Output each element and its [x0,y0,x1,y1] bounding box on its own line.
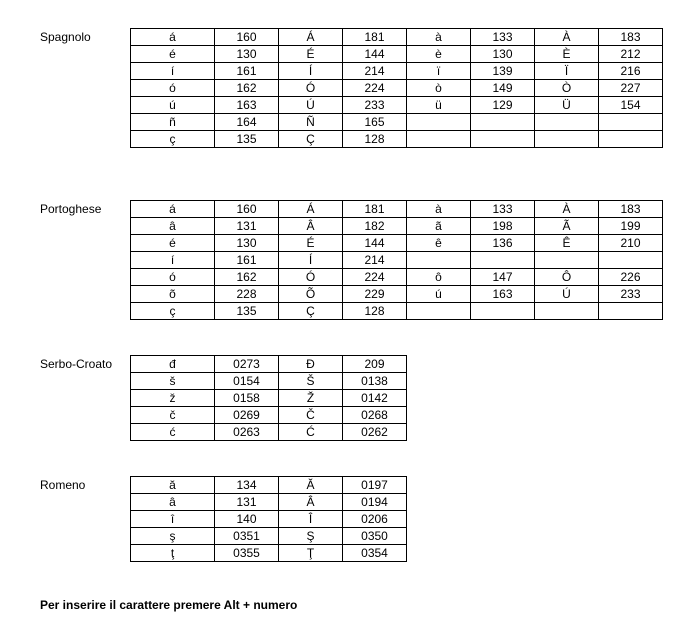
code-cell: 160 [215,201,279,218]
table-row [131,97,663,114]
character-cell: ú [131,97,215,114]
code-cell [599,131,663,148]
character-cell: Ò [535,80,599,97]
code-cell: 131 [215,494,279,511]
character-cell: ç [131,303,215,320]
code-cell: 133 [471,201,535,218]
section-label-serbo-croato: Serbo-Croato [40,357,113,371]
code-cell: 181 [343,29,407,46]
code-cell: 154 [599,97,663,114]
code-cell: 140 [215,511,279,528]
code-cell: 161 [215,252,279,269]
code-cell: 0268 [343,407,407,424]
table-row [131,63,663,80]
table-row [131,131,663,148]
code-cell: 131 [215,218,279,235]
table-row [131,286,663,303]
table-row [131,303,663,320]
character-cell: í [131,252,215,269]
code-cell: 161 [215,63,279,80]
code-cell: 0355 [215,545,279,562]
character-cell: ò [407,80,471,97]
code-cell: 135 [215,131,279,148]
character-cell: è [407,46,471,63]
character-cell: à [407,201,471,218]
code-cell [599,114,663,131]
character-cell: À [535,201,599,218]
character-cell: Č [279,407,343,424]
code-cell: 144 [343,46,407,63]
character-cell: ê [407,235,471,252]
code-cell: 128 [343,303,407,320]
romeno-table [130,476,407,562]
table-row [131,252,663,269]
character-cell [535,252,599,269]
code-cell: 233 [343,97,407,114]
character-cell: đ [131,356,215,373]
character-cell: ă [131,477,215,494]
character-cell: Í [279,252,343,269]
code-cell: 0262 [343,424,407,441]
character-cell: È [535,46,599,63]
code-cell: 162 [215,80,279,97]
character-cell: à [407,29,471,46]
character-cell [407,303,471,320]
code-cell: 0206 [343,511,407,528]
code-cell: 214 [343,63,407,80]
character-cell: č [131,407,215,424]
code-cell: 0142 [343,390,407,407]
character-cell: Ć [279,424,343,441]
character-cell: ş [131,528,215,545]
code-cell: 164 [215,114,279,131]
code-cell: 227 [599,80,663,97]
code-cell: 216 [599,63,663,80]
character-cell: í [131,63,215,80]
character-cell: Ă [279,477,343,494]
table-row [131,545,407,562]
spagnolo-table [130,28,663,148]
character-cell: Ü [535,97,599,114]
code-cell: 181 [343,201,407,218]
code-cell: 163 [471,286,535,303]
character-cell: É [279,46,343,63]
character-cell: é [131,46,215,63]
code-cell: 224 [343,80,407,97]
code-cell [471,252,535,269]
code-cell: 228 [215,286,279,303]
section-label-romeno: Romeno [40,478,86,492]
table-row [131,46,663,63]
table-row [131,269,663,286]
section-label-spagnolo: Spagnolo [40,30,91,44]
character-cell: ü [407,97,471,114]
character-cell: Á [279,201,343,218]
character-cell: ô [407,269,471,286]
character-cell: á [131,29,215,46]
portoghese-table [130,200,663,320]
code-cell: 0263 [215,424,279,441]
code-cell: 0197 [343,477,407,494]
code-cell: 214 [343,252,407,269]
character-cell: õ [131,286,215,303]
table-row [131,356,407,373]
section-label-portoghese: Portoghese [40,202,102,216]
character-cell [535,131,599,148]
character-cell [407,114,471,131]
character-cell: Î [279,511,343,528]
code-cell: 212 [599,46,663,63]
code-cell: 133 [471,29,535,46]
character-cell: â [131,494,215,511]
code-cell: 130 [215,235,279,252]
table-row [131,373,407,390]
character-cell: é [131,235,215,252]
character-cell: Â [279,494,343,511]
code-cell: 0158 [215,390,279,407]
table-row [131,235,663,252]
code-cell: 0350 [343,528,407,545]
character-cell: Â [279,218,343,235]
code-cell: 226 [599,269,663,286]
code-cell: 128 [343,131,407,148]
code-cell [471,114,535,131]
code-cell: 144 [343,235,407,252]
code-cell [471,303,535,320]
character-cell: Ô [535,269,599,286]
code-cell: 233 [599,286,663,303]
code-cell: 0194 [343,494,407,511]
code-cell: 0273 [215,356,279,373]
code-cell: 163 [215,97,279,114]
character-cell: ţ [131,545,215,562]
character-cell: ć [131,424,215,441]
character-cell: Ê [535,235,599,252]
character-cell [407,131,471,148]
code-cell: 183 [599,201,663,218]
character-cell: â [131,218,215,235]
character-cell [535,114,599,131]
character-cell: Ñ [279,114,343,131]
code-cell: 160 [215,29,279,46]
code-cell: 229 [343,286,407,303]
code-cell: 210 [599,235,663,252]
character-cell: š [131,373,215,390]
character-cell: Ú [535,286,599,303]
character-cell: Õ [279,286,343,303]
table-row [131,494,407,511]
code-cell: 0354 [343,545,407,562]
character-cell: Ã [535,218,599,235]
code-cell: 224 [343,269,407,286]
character-cell: ñ [131,114,215,131]
table-row [131,201,663,218]
code-cell: 182 [343,218,407,235]
character-cell: ú [407,286,471,303]
code-cell: 209 [343,356,407,373]
code-cell [471,131,535,148]
code-cell: 130 [471,46,535,63]
code-cell: 149 [471,80,535,97]
code-cell: 199 [599,218,663,235]
character-cell: á [131,201,215,218]
character-cell [407,252,471,269]
code-cell: 129 [471,97,535,114]
table-row [131,80,663,97]
code-cell: 198 [471,218,535,235]
character-cell: Ç [279,303,343,320]
code-cell: 165 [343,114,407,131]
table-row [131,29,663,46]
code-cell: 139 [471,63,535,80]
character-cell: Ţ [279,545,343,562]
character-cell: Ç [279,131,343,148]
table-row [131,218,663,235]
table-row [131,477,407,494]
character-cell: Ş [279,528,343,545]
code-cell: 147 [471,269,535,286]
code-cell: 0351 [215,528,279,545]
footer-instruction: Per inserire il carattere premere Alt + numero [40,598,298,612]
character-cell: Ú [279,97,343,114]
character-cell: Š [279,373,343,390]
character-cell: ó [131,269,215,286]
character-cell: ã [407,218,471,235]
character-cell: Ž [279,390,343,407]
serbo-croato-table [130,355,407,441]
table-row [131,390,407,407]
table-row [131,528,407,545]
code-cell: 135 [215,303,279,320]
character-cell: ó [131,80,215,97]
character-cell: É [279,235,343,252]
code-cell [599,252,663,269]
code-cell: 136 [471,235,535,252]
character-cell: Đ [279,356,343,373]
code-cell: 0269 [215,407,279,424]
character-cell: î [131,511,215,528]
character-cell: Á [279,29,343,46]
character-cell: ž [131,390,215,407]
character-cell: ï [407,63,471,80]
character-cell: Ï [535,63,599,80]
character-cell: Ó [279,269,343,286]
table-row [131,511,407,528]
table-row [131,114,663,131]
code-cell: 134 [215,477,279,494]
table-row [131,424,407,441]
code-cell: 0154 [215,373,279,390]
code-cell: 183 [599,29,663,46]
code-cell: 162 [215,269,279,286]
character-cell: Ó [279,80,343,97]
character-cell [535,303,599,320]
character-cell: ç [131,131,215,148]
code-cell: 130 [215,46,279,63]
code-cell: 0138 [343,373,407,390]
character-cell: Í [279,63,343,80]
table-row [131,407,407,424]
code-cell [599,303,663,320]
character-cell: À [535,29,599,46]
